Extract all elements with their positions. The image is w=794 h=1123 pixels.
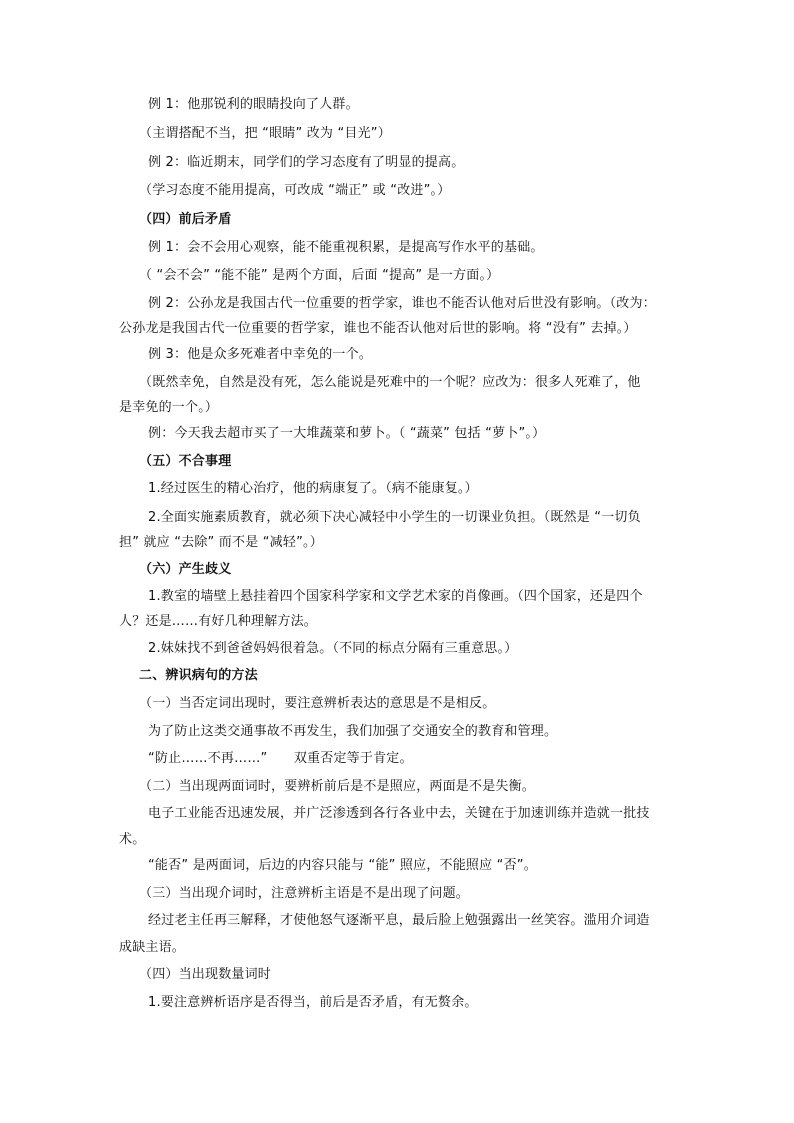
method-3-example: 经过老主任再三解释，才使他怒气逐渐平息，最后脸上勉强露出一丝笑容。滥用介词造 [148, 913, 650, 928]
contradiction-example-2: 例 2：公孙龙是我国古代一位重要的哲学家，谁也不能否认他对后世没有影响。（改为： [148, 296, 656, 311]
method-2-example: 电子工业能否迅速发展，并广泛渗透到各行各业中去，关键在于加速训练并造就一批技 [148, 806, 650, 821]
section-heading-ambiguity: （六）产生歧义 [139, 562, 232, 577]
contradiction-example-2-cont: 公孙龙是我国古代一位重要的哲学家，谁也不能否认他对后世的影响。将 “没有” 去掉。） [119, 321, 637, 336]
unreasonable-example-2-cont: 担” 就应 “去除” 而不是 “减轻”。） [119, 535, 323, 550]
contradiction-example-1-note: （ “会不会” “能不能” 是两个方面，后面 “提高” 是一方面。） [139, 268, 500, 283]
example-2-note: （学习态度不能用提高，可改成 “端正” 或 “改进”。） [139, 183, 451, 198]
method-4-heading: （四）当出现数量词时 [139, 967, 272, 982]
ambiguity-example-1-cont: 人？还是……有好几种理解方法。 [119, 614, 318, 629]
section-heading-methods: 二、辨识病句的方法 [139, 668, 258, 683]
contradiction-example-3-note: （既然幸免，自然是没有死，怎么能说是死难中的一个呢？应改为：很多人死难了，他 [139, 375, 641, 390]
method-4-point-1: 1.要注意辨析语序是否得当，前后是否矛盾，有无赘余。 [148, 995, 478, 1010]
method-2-heading: （二）当出现两面词时，要辨析前后是不是照应，两面是不是失衡。 [139, 779, 536, 794]
contradiction-example-3: 例 3：他是众多死难者中幸免的一个。 [148, 347, 373, 362]
contradiction-example-3-note-cont: 是幸免的一个。） [119, 400, 219, 415]
method-2-example-cont: 术。 [119, 832, 146, 847]
method-2-note: “能否” 是两面词，后边的内容只能与 “能” 照应，不能照应 “否”。 [148, 858, 537, 873]
method-3-heading: （三）当出现介词时，注意辨析主语是不是出现了问题。 [139, 886, 470, 901]
section-heading-contradiction: （四）前后矛盾 [139, 212, 232, 227]
example-1-line: 例 1：他那锐利的眼睛投向了人群。 [148, 97, 359, 112]
contradiction-example-4: 例：今天我去超市买了一大堆蔬菜和萝卜。（ “蔬菜” 包括 “萝卜”。） [148, 426, 546, 441]
method-3-example-cont: 成缺主语。 [119, 940, 186, 955]
contradiction-example-1: 例 1：会不会用心观察，能不能重视积累，是提高写作水平的基础。 [148, 240, 544, 255]
unreasonable-example-1: 1.经过医生的精心治疗，他的病康复了。（病不能康复。） [148, 481, 478, 496]
unreasonable-example-2: 2.全面实施素质教育，就必须下决心减轻中小学生的一切课业负担。（既然是 “一切负 [148, 510, 641, 525]
ambiguity-example-2: 2.妹妹找不到爸爸妈妈很着急。（不同的标点分隔有三重意思。） [148, 641, 518, 656]
method-1-heading: （一）当否定词出现时，要注意辨析表达的意思是不是相反。 [139, 696, 496, 711]
section-heading-unreasonable: （五）不合事理 [139, 454, 232, 469]
method-1-note: “防止……不再……” 双重否定等于肯定。 [148, 751, 413, 766]
example-1-note: （主谓搭配不当，把 “眼睛” 改为 “目光”） [139, 126, 391, 141]
example-2-line: 例 2：临近期末，同学们的学习态度有了明显的提高。 [148, 155, 465, 170]
method-1-example: 为了防止这类交通事故不再发生，我们加强了交通安全的教育和管理。 [148, 724, 558, 739]
ambiguity-example-1: 1.教室的墙壁上悬挂着四个国家科学家和文学艺术家的肖像画。（四个国家，还是四个 [148, 589, 643, 604]
